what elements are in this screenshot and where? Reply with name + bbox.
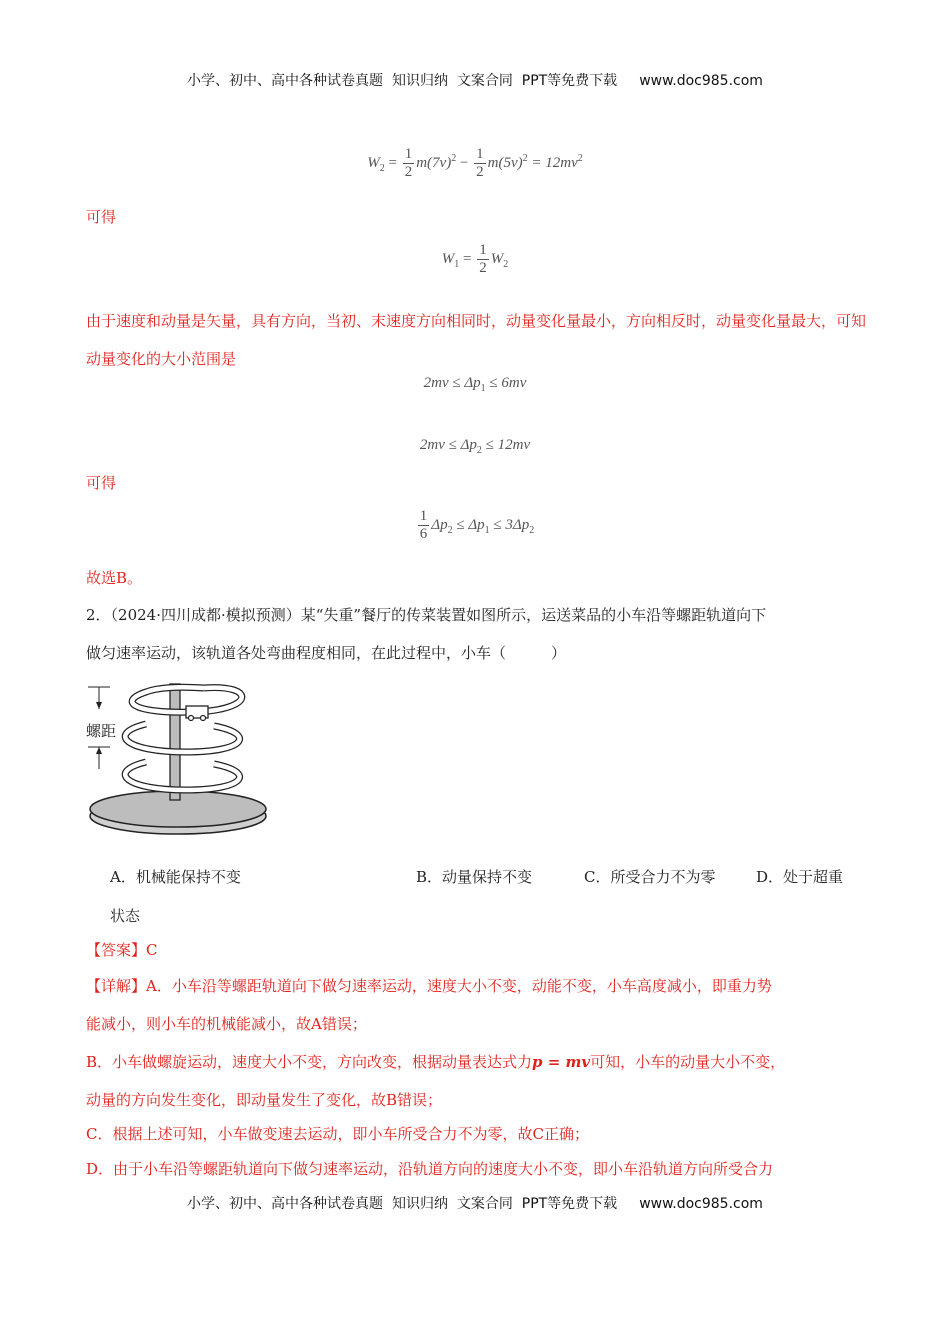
ineq2-a: 2mv ≤ Δp xyxy=(419,437,477,453)
inequality-3 xyxy=(0,508,950,543)
kede-1: 可得 xyxy=(86,208,117,226)
ineq3-a-sub: 2 xyxy=(447,524,453,536)
eq-w2-frac2-den: 2 xyxy=(476,164,484,180)
eq-w2-lhs-sub: 2 xyxy=(379,162,385,174)
pitch-arrow-bottom-head xyxy=(96,747,102,754)
spiral-track-figure xyxy=(86,676,276,836)
ineq3-b: ≤ Δp xyxy=(456,516,485,533)
answer-line xyxy=(86,940,158,960)
q2-stem-line2: 做匀速率运动，该轨道各处弯曲程度相同，在此过程中，小车（ ） xyxy=(86,644,567,662)
ineq2-sub: 2 xyxy=(476,445,482,456)
detail-c: C．根据上述可知，小车做变速去运动，即小车所受合力不为零，故C正确； xyxy=(86,1125,589,1143)
ineq1-b: ≤ 6mv xyxy=(489,375,527,391)
cart-wheel-2 xyxy=(201,716,206,721)
ineq3-c: ≤ 3Δp xyxy=(493,516,530,533)
eq-w2-term2-sup: 2 xyxy=(522,152,528,164)
detail-b-line2: 动量的方向发生变化，即动量发生了变化，故B错误； xyxy=(86,1091,443,1109)
detail-b-post: 可知，小车的动量大小不变， xyxy=(590,1053,786,1071)
eq-w2-frac1 xyxy=(403,146,415,181)
pitch-label: 螺距 xyxy=(86,722,117,740)
eq-w1-rhs-sub: 2 xyxy=(503,258,509,270)
option-d[interactable]: D．处于超重 xyxy=(756,868,844,886)
answer-tag: 【答案】 xyxy=(86,941,147,959)
inequality-2 xyxy=(0,437,950,456)
eq-w2-rhs-sup: 2 xyxy=(577,152,583,164)
option-d-cont: 状态 xyxy=(110,907,141,925)
footer-text: 小学、初中、高中各种试卷真题 知识归纳 文案合同 PPT等免费下载 xyxy=(187,1196,618,1212)
eq-w1-equals: = xyxy=(463,250,472,267)
para-momentum-range: 由于速度和动量是矢量，具有方向，当初、末速度方向相同时，动量变化量最小，方向相反时，动量变化量最大，可知动量变化的大小范围是 xyxy=(86,312,867,368)
q2-stem-line1: 2．（2024·四川成都·模拟预测）某“失重”餐厅的传菜装置如图所示，运送菜品的小车沿等螺距轨道向下 xyxy=(86,606,767,624)
eq-w1-frac-num: 1 xyxy=(479,242,487,258)
eq-w1-frac xyxy=(477,242,489,277)
header-text: 小学、初中、高中各种试卷真题 知识归纳 文案合同 PPT等免费下载 xyxy=(187,73,618,89)
eq-w2-frac2 xyxy=(474,146,486,181)
eq-w2-term2: m(5v) xyxy=(487,154,523,171)
ineq3-frac xyxy=(418,508,430,543)
detail-a-line2: 能减小，则小车的机械能减小，故A错误； xyxy=(86,1015,367,1033)
detail-tag: 【详解】 xyxy=(86,977,147,995)
ineq3-b-sub: 1 xyxy=(484,524,490,536)
conclusion: 故选B。 xyxy=(86,569,143,587)
ineq3-a: Δp xyxy=(431,516,448,533)
detail-b-pre: B．小车做螺旋运动，速度大小不变，方向改变，根据动量表达式力 xyxy=(86,1053,533,1071)
ineq3-c-sub: 2 xyxy=(529,524,535,536)
pitch-arrow-top-head xyxy=(96,702,102,709)
eq-w2-frac1-num: 1 xyxy=(404,146,413,162)
central-pole xyxy=(170,684,180,800)
ineq1-sub: 1 xyxy=(480,383,486,394)
spiral-track-svg xyxy=(86,676,276,836)
option-b[interactable]: B．动量保持不变 xyxy=(416,868,533,886)
eq-w1-lhs: W xyxy=(441,250,455,267)
eq-w2-term1: m(7v) xyxy=(416,154,452,171)
ineq2-b: ≤ 12mv xyxy=(485,437,531,453)
eq-w2-rhs: = 12mv xyxy=(531,154,578,171)
equation-w2: $W_2$ = $\frac{1}{2}$ $m(7v)^2$ − $\frac{1}{2}$ $m(5v)^2 = 12mv^2$ xyxy=(367,146,583,180)
ineq3-frac-num: 1 xyxy=(419,508,428,524)
eq-w1-frac-den: 2 xyxy=(479,260,487,276)
header-site: www.doc985.com xyxy=(639,73,763,89)
cart-wheel-1 xyxy=(189,716,194,721)
eq-w2-term1-sup: 2 xyxy=(451,152,457,164)
answer-value: C xyxy=(146,941,158,959)
page-header xyxy=(0,70,950,90)
detail-b-line1 xyxy=(86,1052,785,1072)
kede-2: 可得 xyxy=(86,474,117,492)
eq-w2-frac2-num: 1 xyxy=(476,146,484,162)
footer-site: www.doc985.com xyxy=(639,1196,763,1212)
inequality-1 xyxy=(0,375,950,394)
detail-d: D．由于小车沿等螺距轨道向下做匀速率运动，沿轨道方向的速度大小不变，即小车沿轨道方向所受合力 xyxy=(86,1160,774,1178)
equation-w1 xyxy=(0,242,950,277)
page-footer xyxy=(0,1193,950,1213)
detail-a-text: A．小车沿等螺距轨道向下做匀速率运动，速度大小不变，动能不变，小车高度减小，即重力势 xyxy=(146,977,772,995)
eq-w2-minus: − xyxy=(459,154,469,171)
option-a[interactable]: A．机械能保持不变 xyxy=(110,868,241,886)
detail-a-line1 xyxy=(86,976,772,996)
option-c[interactable]: C．所受合力不为零 xyxy=(584,868,716,886)
ineq1-a: 2mv ≤ Δp xyxy=(423,375,481,391)
detail-b-formula: p = mv xyxy=(532,1053,591,1071)
eq-w2-frac1-den: 2 xyxy=(404,164,413,180)
eq-w2-lhs: W xyxy=(367,154,380,171)
ineq3-frac-den: 6 xyxy=(419,526,428,542)
eq-w1-lhs-sub: 1 xyxy=(454,258,460,270)
eq-w1-rhs: W xyxy=(490,250,504,267)
